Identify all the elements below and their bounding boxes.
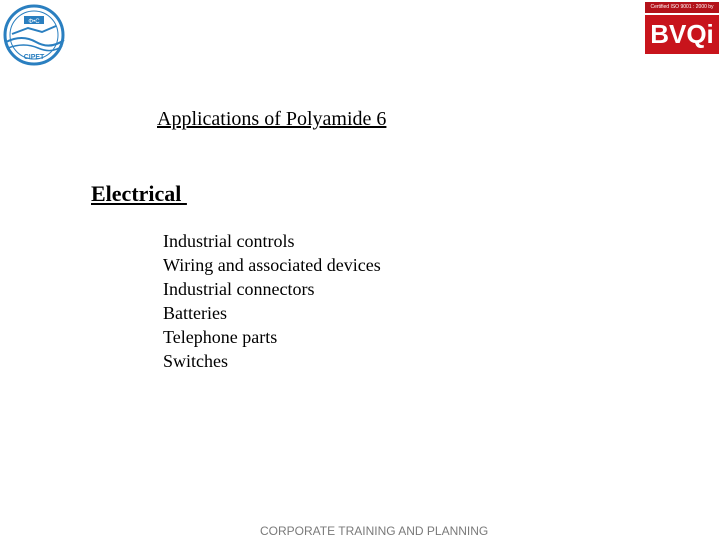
- list-item: Switches: [163, 351, 228, 371]
- cipet-logo-bottom-text: CIPET: [23, 54, 45, 61]
- list-item: Telephone parts: [163, 327, 278, 347]
- list-item: Industrial connectors: [163, 279, 315, 299]
- cipet-emblem-icon: [2, 4, 66, 66]
- slide-title: Applications of Polyamide 6: [157, 108, 387, 130]
- footer-text: CORPORATE TRAINING AND PLANNING: [260, 524, 489, 538]
- certification-text: Certified ISO 9001 : 2000 by: [645, 2, 719, 13]
- list-item: Industrial controls: [163, 231, 295, 251]
- bvqi-brand: BVQi: [645, 15, 719, 54]
- list-item: Batteries: [163, 303, 227, 323]
- cipet-logo-top-text: Φ•C: [28, 19, 40, 25]
- bvqi-logo: [645, 2, 719, 54]
- cipet-logo: [2, 4, 66, 66]
- application-list: [163, 229, 381, 373]
- section-heading: Electrical: [91, 181, 187, 206]
- list-item: Wiring and associated devices: [163, 255, 381, 275]
